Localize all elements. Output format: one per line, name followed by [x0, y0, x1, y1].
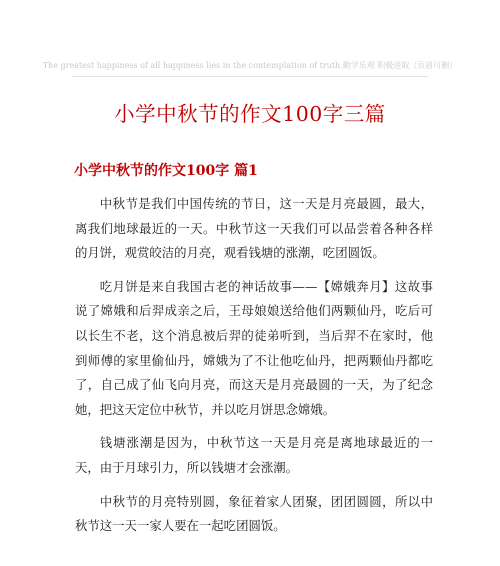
header-note: The greatest happiness of all happiness lies in the contemplation of truth.勤学乐观 积极进取（页眉可删） [42, 61, 458, 70]
paragraph: 中秋节是我们中国传统的节日，这一天是月亮最圆，最大，离我们地球最近的一天。中秋节这一天我们可以品尝着各种各样的月饼，观赏皎洁的月亮，观看钱塘的涨潮，吃团圆饭。 [75, 196, 433, 261]
document-title: 小学中秋节的作文100字三篇 [114, 102, 386, 126]
paragraph: 钱塘涨潮是因为，中秋节这一天是月亮是离地球最近的一天，由于月球引力，所以钱塘才会涨潮。 [75, 435, 433, 475]
header-divider [72, 76, 428, 77]
essay-body [75, 192, 433, 548]
section-title: 小学中秋节的作文100字 篇1 [74, 163, 258, 179]
paragraph: 中秋节的月亮特别圆，象征着家人团聚，团团圆圆，所以中秋节这一天一家人要在一起吃团圆饭。 [75, 493, 433, 534]
paragraph: 吃月饼是来自我国古老的神话故事——【嫦娥奔月】这故事说了嫦娥和后羿成亲之后，王母娘娘送给他们两颗仙丹，吃后可以长生不老，这个消息被后羿的徒弟听到，当后羿不在家时，他到师傅的家里偷仙丹，嫦娥为了不让他吃仙丹，把两颗仙丹都吃了，自己成了仙飞向月亮，而这天是月亮最圆的一天，为了纪念她，把这天定位中秋节，并以吃月饼思念嫦娥。 [75, 278, 433, 417]
